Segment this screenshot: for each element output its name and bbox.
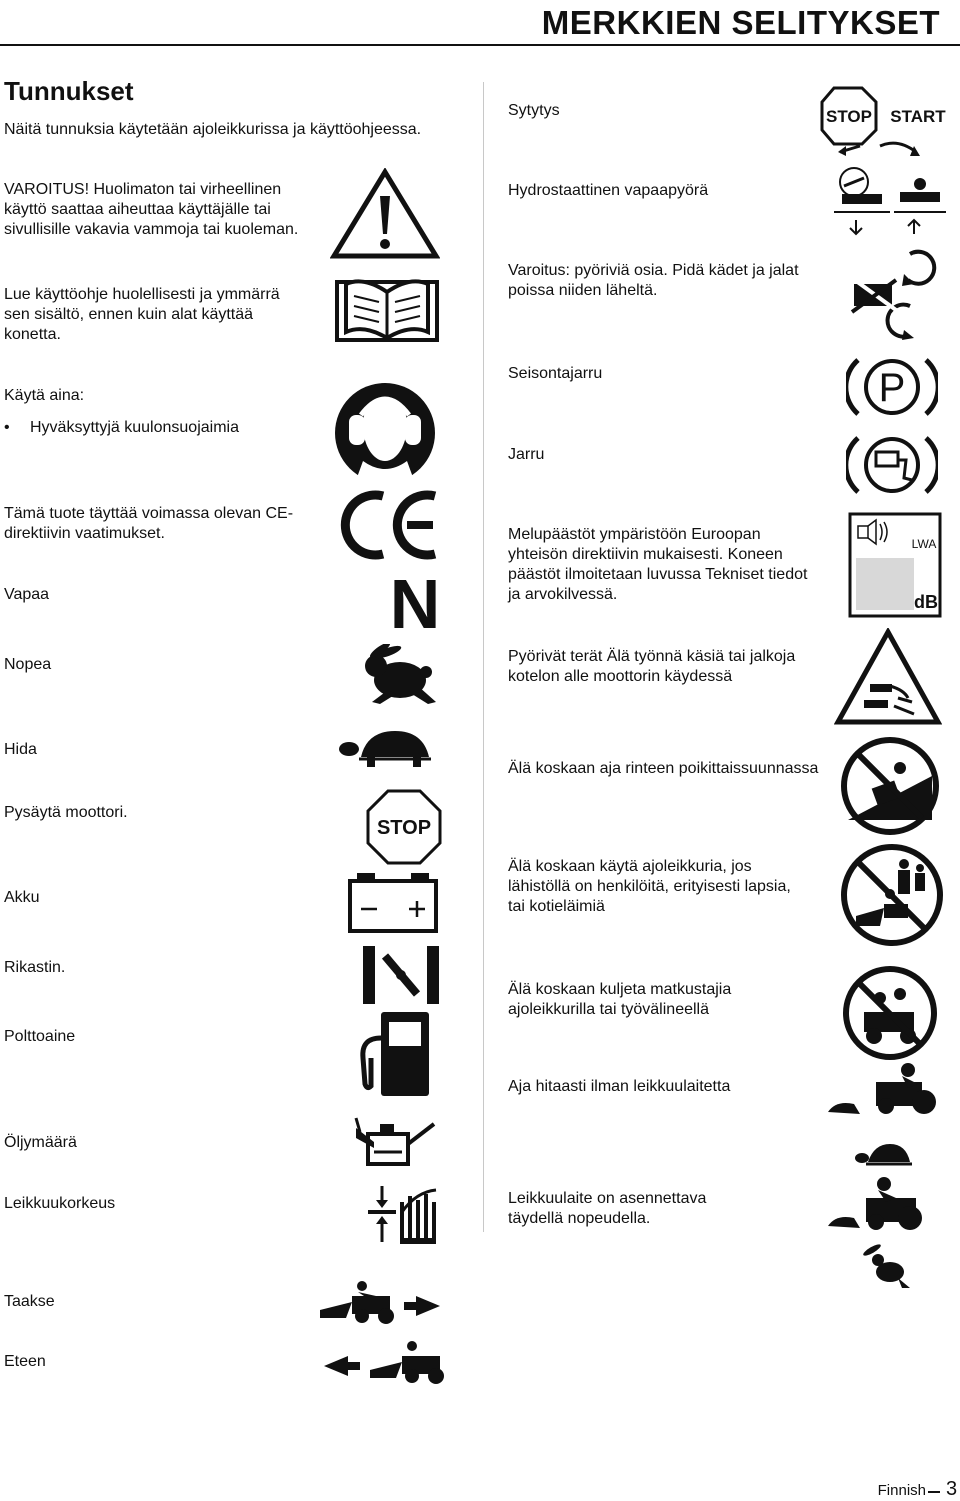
stop-sign-label: STOP — [376, 817, 432, 839]
no-slope-icon — [840, 736, 940, 836]
section-heading: Tunnukset — [4, 76, 134, 106]
warning-triangle-icon — [330, 168, 440, 260]
brake-text: Jarru — [508, 446, 545, 463]
always-use-text: Käytä aina: — [4, 387, 85, 404]
parking-letter: P — [878, 366, 906, 410]
stop-engine-text: Pysäytä moottori. — [4, 804, 128, 821]
hydrostatic-freewheel-icon — [834, 166, 948, 240]
choke-text: Rikastin. — [4, 959, 66, 976]
blades-text: Pyörivät terät Älä työnnä käsiä tai jalkoja kotelon alle moottorin käydessä — [508, 648, 796, 685]
warning-text: VAROITUS! Huolimaton tai virheellinen käyttö saattaa aiheuttaa käyttäjälle tai sivullisille vakavia vammoja tai kuoleman. — [4, 181, 299, 238]
forward-text: Eteen — [4, 1353, 46, 1370]
lwa-label: LWA — [911, 537, 937, 551]
slow-text: Hida — [4, 741, 37, 758]
column-divider — [483, 82, 484, 1232]
ignition-text: Sytytys — [508, 102, 560, 119]
fast-text: Nopea — [4, 656, 52, 673]
footer-dash — [928, 1491, 940, 1493]
battery-icon — [347, 871, 439, 933]
forward-mower-icon — [320, 1338, 448, 1386]
choke-icon — [361, 944, 441, 1006]
no-slope-text: Älä koskaan aja rinteen poikittaissuunnassa — [508, 760, 819, 777]
page-number: 3 — [946, 1478, 958, 1500]
neutral-text: Vapaa — [4, 586, 50, 603]
no-passengers-text: Älä koskaan kuljeta matkustajia ajoleikkurilla tai työvälineellä — [508, 981, 732, 1018]
cut-height-text: Leikkuukorkeus — [4, 1195, 116, 1212]
fuel-pump-icon — [355, 1008, 435, 1098]
header-rule — [0, 44, 960, 46]
hearing-protection-icon — [333, 381, 437, 485]
footer-language: Finnish — [877, 1482, 926, 1499]
manual-text: Lue käyttöohje huolellisesti ja ymmärrä sen sisältö, ennen kuin alat käyttää konetta. — [4, 286, 280, 343]
cut-full-speed-text: Leikkuulaite on asennettava täydellä nopeudella. — [508, 1190, 707, 1227]
oil-can-icon — [354, 1114, 438, 1168]
stop-label: STOP — [826, 107, 872, 126]
stop-sign-icon — [366, 789, 442, 865]
db-label: dB — [914, 592, 938, 612]
slow-mower-icon — [826, 1060, 946, 1180]
noise-level-icon — [848, 512, 942, 618]
reverse-mower-icon — [316, 1278, 444, 1326]
neutral-n-icon — [389, 568, 441, 632]
oil-text: Öljymäärä — [4, 1134, 77, 1151]
parking-brake-text: Seisontajarru — [508, 365, 603, 382]
rotating-parts-text: Varoitus: pyöriviä osia. Pidä kädet ja jalat poissa niiden läheltä. — [508, 262, 799, 299]
manual-book-icon — [334, 262, 440, 344]
intro-text: Näitä tunnuksia käytetään ajoleikkurissa ja käyttöohjeessa. — [4, 121, 422, 138]
turtle-icon — [339, 727, 435, 771]
rotating-blades-warning-icon — [834, 628, 942, 726]
ce-text: Tämä tuote täyttää voimassa olevan CE- direktiivin vaatimukset. — [4, 505, 294, 542]
cutting-height-icon — [366, 1182, 438, 1246]
brake-icon — [846, 428, 938, 502]
no-people-icon — [840, 842, 944, 948]
reverse-text: Taakse — [4, 1293, 55, 1310]
bullet: • — [4, 419, 10, 436]
page-title: MERKKIEN SELITYKSET — [541, 4, 940, 41]
fuel-text: Polttoaine — [4, 1028, 76, 1045]
cut-full-speed-icon — [826, 1172, 946, 1292]
hearing-protection-text: Hyväksyttyjä kuulonsuojaimia — [30, 419, 239, 436]
start-label: START — [890, 107, 946, 126]
no-passengers-icon — [840, 966, 940, 1060]
rabbit-icon — [358, 644, 440, 706]
parking-brake-icon — [846, 350, 938, 424]
slow-no-cut-text: Aja hitaasti ilman leikkuulaitetta — [508, 1078, 731, 1095]
ce-mark-icon — [337, 490, 443, 560]
noise-text: Melupäästöt ympäristöön Euroopan yhteisön direktiivin mukaisesti. Koneen päästöt ilmoitetaan luvussa Tekniset tiedot ja arvokilvessä. — [508, 526, 808, 603]
ignition-stop-start-icon — [820, 86, 952, 160]
battery-text: Akku — [4, 889, 40, 906]
rotating-parts-icon — [848, 248, 940, 340]
no-people-text: Älä koskaan käytä ajoleikkuria, jos lähistöllä on henkilöitä, erityisesti lapsia, tai kotieläimiä — [508, 858, 791, 915]
hydro-freewheel-text: Hydrostaattinen vapaapyörä — [508, 182, 709, 199]
neutral-letter: N — [389, 568, 441, 632]
